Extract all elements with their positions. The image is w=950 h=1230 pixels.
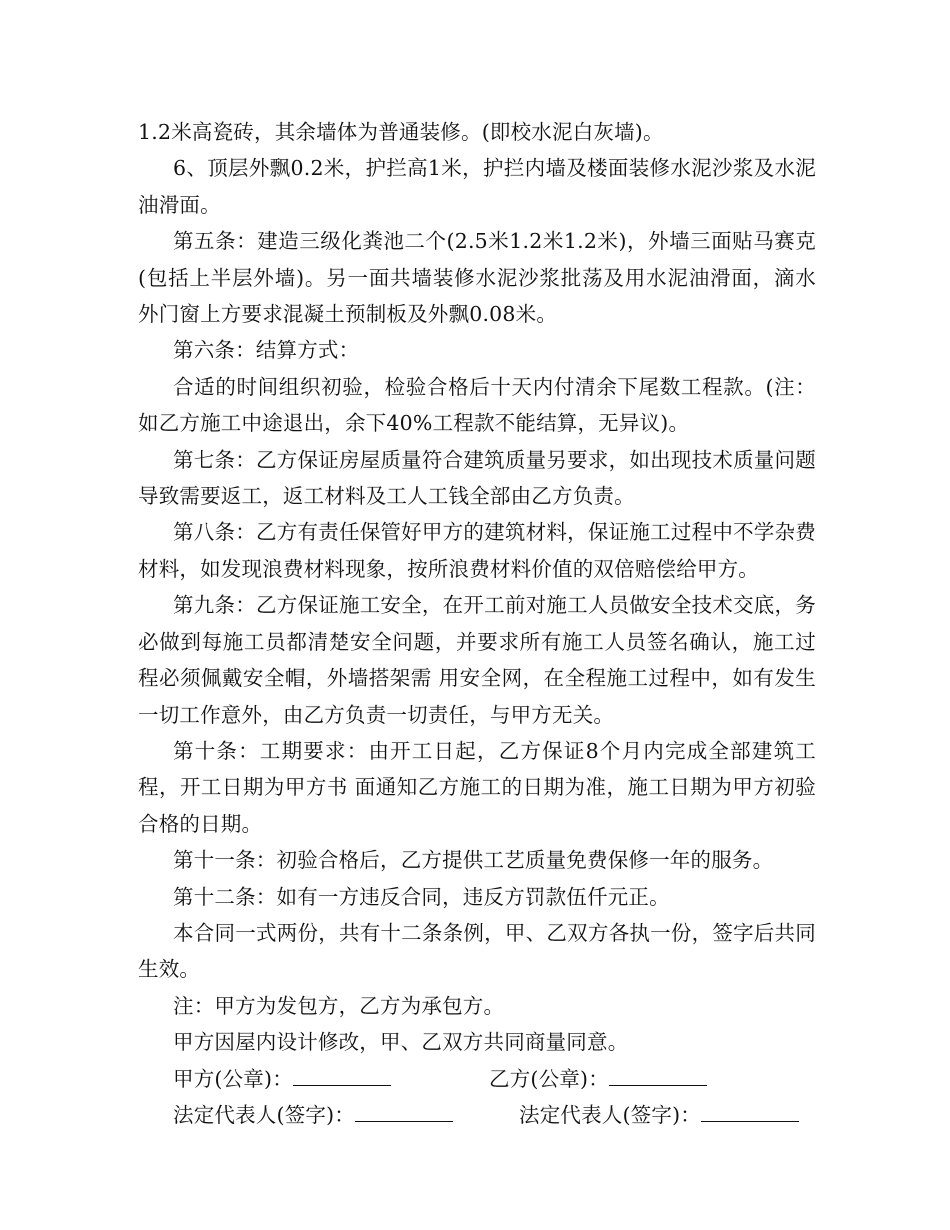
party-b-representative-label: 法定代表人(签字)： (519, 1102, 701, 1127)
paragraph-copies: 本合同一式两份，共有十二条条例，甲、乙双方各执一份，签字后共同生效。 (138, 920, 816, 982)
party-a-signature-blank[interactable] (355, 1103, 453, 1122)
signature-row-representative (138, 1097, 816, 1133)
signature-row-seal (138, 1061, 816, 1097)
paragraph-note: 注：甲方为发包方，乙方为承包方。 (173, 993, 505, 1018)
paragraph-article-5: 第五条：建造三级化粪池二个(2.5米1.2米1.2米)，外墙三面贴马赛克(包括上半层外墙)。另一面共墙装修水泥沙浆批荡及用水泥油滑面，滴水外门窗上方要求混凝土预制板及外飘0.08米。 (138, 229, 816, 327)
party-a-representative (173, 1097, 519, 1133)
party-b-seal (489, 1061, 707, 1097)
paragraph-article-12: 第十二条：如有一方违反合同，违反方罚款伍仟元正。 (173, 884, 670, 909)
party-b-representative (519, 1097, 799, 1133)
party-b-seal-label: 乙方(公章)： (489, 1066, 609, 1091)
paragraph-article-10: 第十条：工期要求：由开工日起，乙方保证8个月内完成全部建筑工程，开工日期为甲方书 面通知乙方施工的日期为准，施工日期为甲方初验合格的日期。 (138, 738, 816, 836)
party-b-signature-blank[interactable] (701, 1103, 799, 1122)
paragraph-continued: 1.2米高瓷砖，其余墙体为普通装修。(即校水泥白灰墙)。 (138, 120, 664, 144)
contract-body (138, 114, 816, 1133)
paragraph-article-7: 第七条：乙方保证房屋质量符合建筑质量另要求，如出现技术质量问题导致需要返工，返工材料及工人工钱全部由乙方负责。 (138, 447, 816, 509)
party-a-seal (173, 1061, 489, 1097)
paragraph-article-9: 第九条：乙方保证施工安全，在开工前对施工人员做安全技术交底，务必做到每施工员都清楚安全问题，并要求所有施工人员签名确认，施工过程必须佩戴安全帽，外墙搭架需 用安全网，在全程施工过程中，如有发生一切工作意外，由乙方负责一切责任，与甲方无关。 (138, 593, 816, 727)
paragraph-article-6: 第六条：结算方式： (173, 338, 360, 363)
party-b-seal-blank[interactable] (609, 1067, 707, 1086)
paragraph-item-6: 6、顶层外飘0.2米，护拦高1米，护拦内墙及楼面装修水泥沙浆及水泥油滑面。 (138, 156, 816, 217)
party-a-representative-label: 法定代表人(签字)： (173, 1102, 355, 1127)
paragraph-design-change: 甲方因屋内设计修改，甲、乙双方共同商量同意。 (173, 1030, 629, 1055)
party-a-seal-label: 甲方(公章)： (173, 1066, 293, 1091)
paragraph-article-8: 第八条：乙方有责任保管好甲方的建筑材料，保证施工过程中不学杂费材料，如发现浪费材料现象，按所浪费材料价值的双倍赔偿给甲方。 (138, 520, 816, 581)
paragraph-article-11: 第十一条：初验合格后，乙方提供工艺质量免费保修一年的服务。 (173, 848, 774, 873)
paragraph-article-6-body: 合适的时间组织初验，检验合格后十天内付清余下尾数工程款。(注：如乙方施工中途退出，余下40%工程款不能结算，无异议)。 (138, 374, 816, 436)
party-a-seal-blank[interactable] (293, 1067, 391, 1086)
